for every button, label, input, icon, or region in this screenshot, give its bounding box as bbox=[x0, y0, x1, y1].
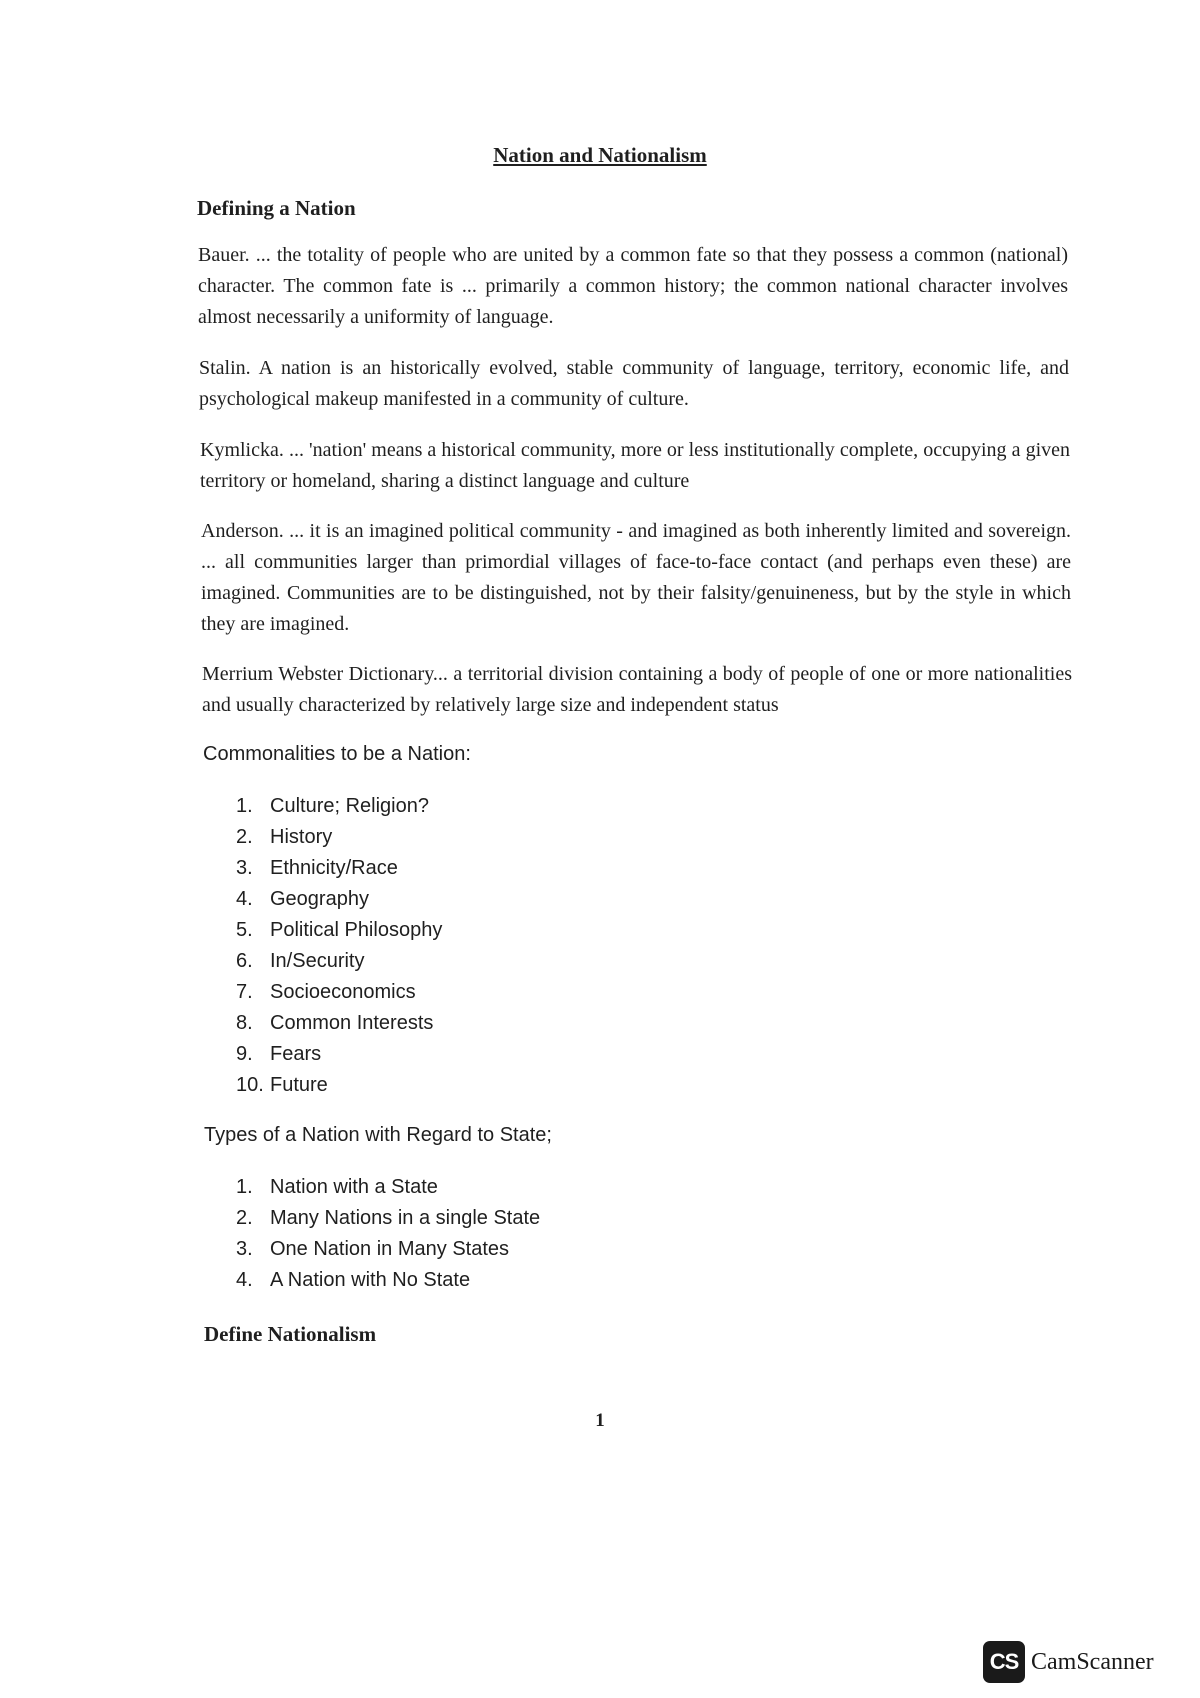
list-number: 3. bbox=[236, 857, 253, 879]
commonalities-label: Commonalities to be a Nation: bbox=[203, 743, 471, 765]
list-item bbox=[236, 977, 442, 1008]
definition-merrium-webster bbox=[202, 659, 1072, 721]
list-label: Political Philosophy bbox=[270, 919, 443, 941]
camscanner-name: CamScanner bbox=[1031, 1648, 1154, 1675]
types-list bbox=[236, 1172, 540, 1296]
camscanner-watermark bbox=[983, 1640, 1154, 1684]
list-label: A Nation with No State bbox=[270, 1269, 471, 1291]
definition-text: ... 'nation' means a historical community, more or less institutionally complete, occupying a given territory or homeland, sharing a distinct language and culture bbox=[200, 439, 1070, 492]
definition-author: Anderson. bbox=[201, 520, 284, 542]
list-number: 1. bbox=[236, 795, 253, 817]
list-item bbox=[236, 822, 442, 853]
list-label: Common Interests bbox=[270, 1012, 434, 1034]
list-number: 6. bbox=[236, 950, 253, 972]
list-item bbox=[236, 884, 442, 915]
list-number: 1. bbox=[236, 1176, 253, 1198]
definition-author: Bauer. bbox=[198, 244, 250, 266]
list-label: In/Security bbox=[270, 950, 365, 972]
camscanner-logo-icon: CS bbox=[983, 1641, 1025, 1683]
list-number: 2. bbox=[236, 1207, 253, 1229]
definition-author: Kymlicka. bbox=[200, 439, 284, 461]
list-item bbox=[236, 1008, 442, 1039]
list-number: 9. bbox=[236, 1043, 253, 1065]
define-nationalism-heading: Define Nationalism bbox=[204, 1322, 377, 1346]
definition-stalin bbox=[199, 353, 1069, 415]
list-item bbox=[236, 915, 442, 946]
document-title: Nation and Nationalism bbox=[493, 143, 707, 167]
list-number: 7. bbox=[236, 981, 253, 1003]
definition-bauer bbox=[198, 240, 1068, 333]
list-item bbox=[236, 791, 442, 822]
list-number: 8. bbox=[236, 1012, 253, 1034]
list-item bbox=[236, 1203, 540, 1234]
page-number: 1 bbox=[595, 1410, 605, 1431]
definition-text: ... the totality of people who are united by a common fate so that they possess a common (national) character. The common fate is ... primarily a common history; the common national character involves almost necessarily a uniformity of language. bbox=[198, 244, 1068, 328]
definition-kymlicka bbox=[200, 435, 1070, 497]
list-label: Many Nations in a single State bbox=[270, 1207, 541, 1229]
list-item bbox=[236, 946, 442, 977]
list-label: Future bbox=[270, 1074, 328, 1096]
list-label: Ethnicity/Race bbox=[270, 857, 398, 879]
defining-nation-heading: Defining a Nation bbox=[197, 196, 356, 220]
definition-text: ... it is an imagined political community - and imagined as both inherently limited and sovereign. ... all communities larger than primordial villages of face-to-face contact (and perhaps even these) are imagined. Communities are to be distinguished, not by their falsity/genuineness, but by the style in which they are imagined. bbox=[201, 520, 1071, 635]
list-item bbox=[236, 1234, 540, 1265]
commonalities-list bbox=[236, 791, 442, 1101]
list-number: 4. bbox=[236, 1269, 253, 1291]
list-number: 4. bbox=[236, 888, 253, 910]
list-label: Nation with a State bbox=[270, 1176, 438, 1198]
list-item bbox=[236, 1172, 540, 1203]
definition-author: Merrium Webster Dictionary... bbox=[202, 663, 448, 685]
definition-text: a territorial division containing a body of people of one or more nationalities and usually characterized by relatively large size and independent status bbox=[202, 663, 1072, 716]
list-item bbox=[236, 1070, 442, 1101]
list-label: Geography bbox=[270, 888, 369, 910]
list-item bbox=[236, 853, 442, 884]
definition-text: A nation is an historically evolved, stable community of language, territory, economic life, and psychological makeup manifested in a community of culture. bbox=[199, 357, 1069, 410]
definition-author: Stalin. bbox=[199, 357, 251, 379]
list-label: Culture; Religion? bbox=[270, 795, 429, 817]
list-label: Fears bbox=[270, 1043, 322, 1065]
definition-anderson bbox=[201, 516, 1071, 640]
list-number: 10. bbox=[236, 1074, 264, 1096]
list-number: 3. bbox=[236, 1238, 253, 1260]
list-label: One Nation in Many States bbox=[270, 1238, 510, 1260]
list-item bbox=[236, 1265, 540, 1296]
list-label: History bbox=[270, 826, 333, 848]
types-label: Types of a Nation with Regard to State; bbox=[204, 1124, 552, 1146]
list-number: 5. bbox=[236, 919, 253, 941]
list-label: Socioeconomics bbox=[270, 981, 416, 1003]
list-number: 2. bbox=[236, 826, 253, 848]
list-item bbox=[236, 1039, 442, 1070]
